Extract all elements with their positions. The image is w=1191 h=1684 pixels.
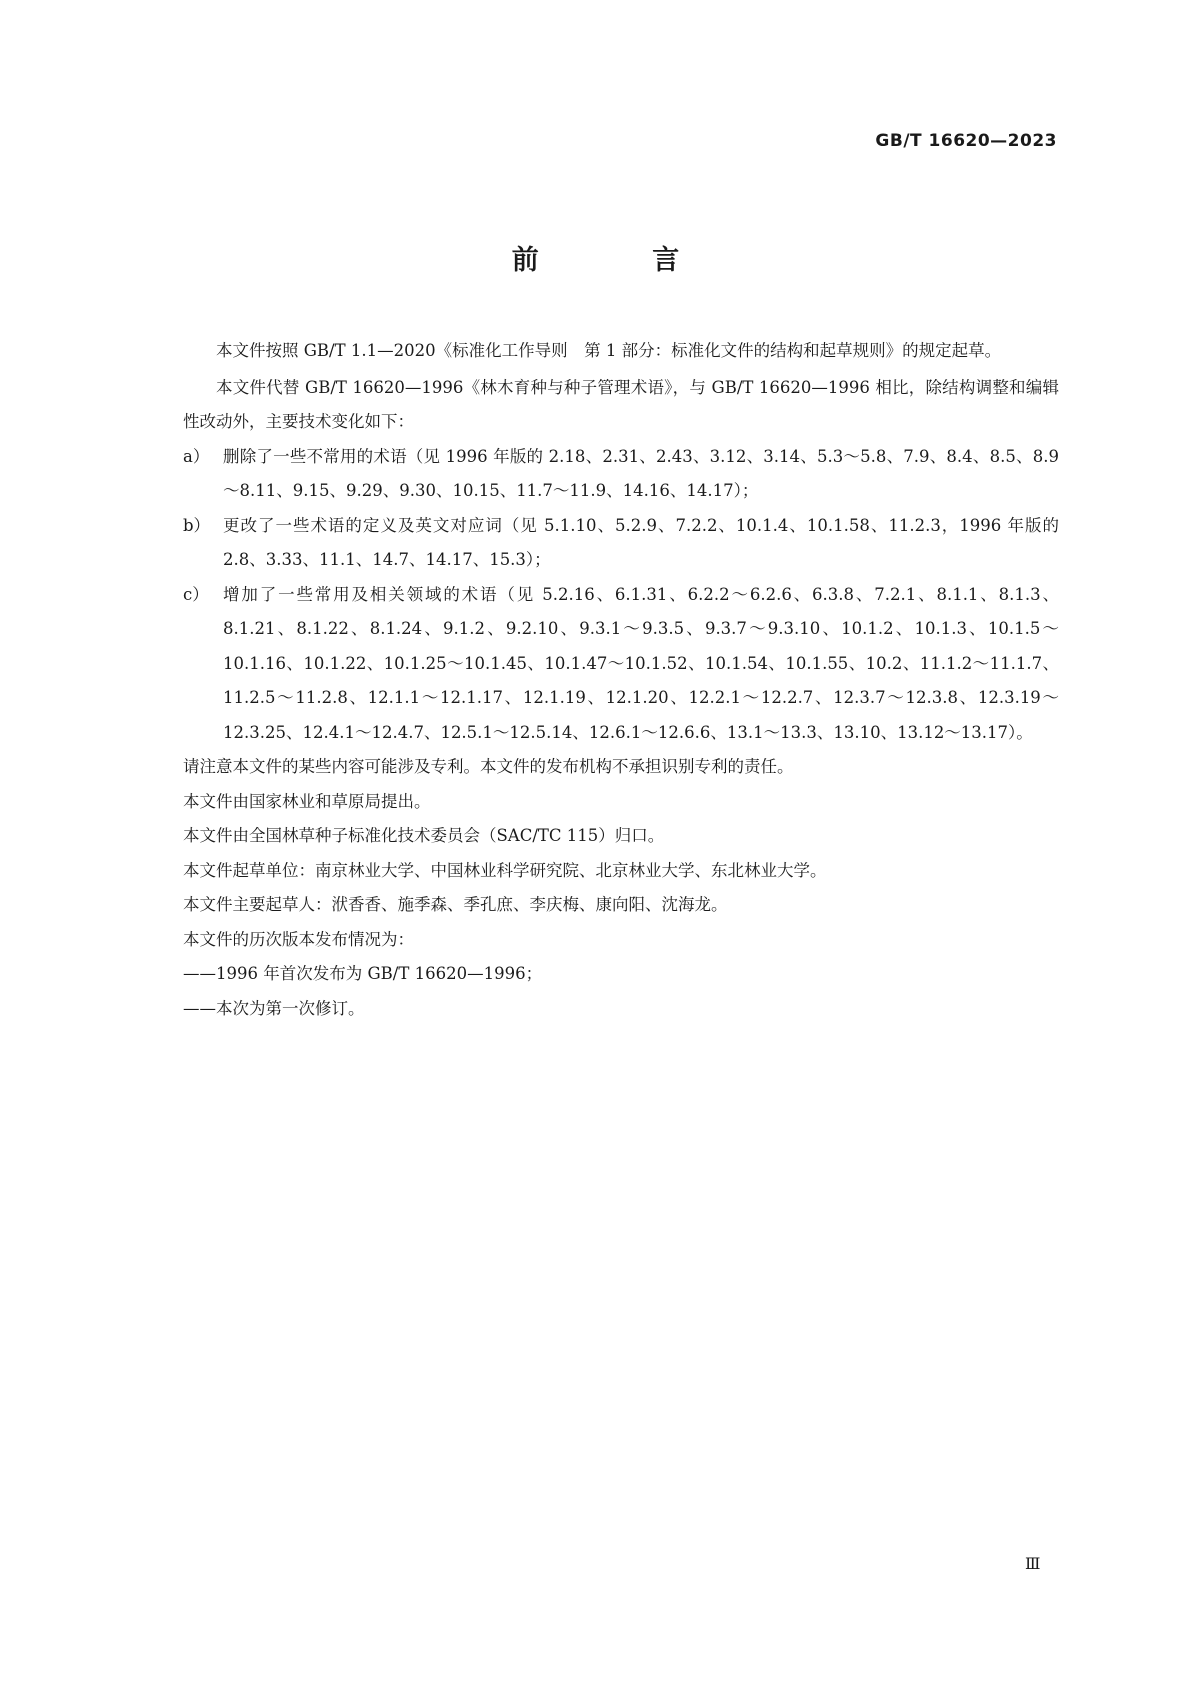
note-drafters: 本文件主要起草人：洑香香、施季森、季孔庶、李庆梅、康向阳、沈海龙。 [183, 895, 728, 914]
note-history-intro: 本文件的历次版本发布情况为： [183, 929, 414, 949]
list-item-text: 更改了一些术语的定义及英文对应词（见 5.1.10、5.2.9、7.2.2、10.1.4、10.1.58、11.2.3，1996 年版的 2.8、3.33、11.1、14.7、14.17、15.3）； [223, 515, 1059, 569]
list-item-label: b） [183, 515, 211, 535]
list-item-label: a） [183, 446, 210, 466]
list-item [183, 440, 1059, 509]
history-entry: ——本次为第一次修订。 [183, 998, 365, 1018]
note-patent: 请注意本文件的某些内容可能涉及专利。本文件的发布机构不承担识别专利的责任。 [183, 757, 794, 776]
list-item [183, 509, 1059, 578]
foreword-body [183, 334, 1059, 1026]
paragraph-drafting-rules: 本文件按照 GB/T 1.1—2020《标准化工作导则 第 1 部分：标准化文件的结构和起草规则》的规定起草。 [216, 341, 1002, 360]
list-item-text: 删除了一些不常用的术语（见 1996 年版的 2.18、2.31、2.43、3.12、3.14、5.3～5.8、7.9、8.4、8.5、8.9～8.11、9.15、9.29、9.30、10.15、11.7～11.9、14.16、14.17）； [223, 446, 1059, 500]
page-title: 前 言 [511, 245, 732, 276]
paragraph-replacement: 本文件代替 GB/T 16620—1996《林木育种与种子管理术语》，与 GB/T 16620—1996 相比，除结构调整和编辑性改动外，主要技术变化如下： [183, 377, 1059, 431]
list-item-label: c） [183, 584, 209, 604]
history-entry: ——1996 年首次发布为 GB/T 16620—1996； [183, 964, 543, 983]
note-drafting-units: 本文件起草单位：南京林业大学、中国林业科学研究院、北京林业大学、东北林业大学。 [183, 860, 827, 880]
note-proposer: 本文件由国家林业和草原局提出。 [183, 791, 431, 811]
standard-code: GB/T 16620—2023 [875, 131, 1057, 151]
list-item-text: 增加了一些常用及相关领域的术语（见 5.2.16、6.1.31、6.2.2～6.2.6、6.3.8、7.2.1、8.1.1、8.1.3、8.1.21、8.1.22、8.1.24、9.1.2、9.2.10、9.3.1～9.3.5、9.3.7～9.3.10、10.1.2、10.1.3、10.1.5～10.1.16、10.1.22、10.1.25～10.1.45、10.1.47～10.1.52、10.1.54、10.1.55、10.2、11.1.2～11.1.7、11.2.5～11.2.8、12.1.1～12.1.17、12.1.19、12.1.20、12.2.1～12.2.7、12.3.7～12.3.8、12.3.19～12.3.25、12.4.1～12.4.7、12.5.1～12.5.14、12.6.1～12.6.6、13.1～13.3、13.10、13.12～13.17）。 [223, 584, 1059, 742]
list-item [183, 578, 1059, 751]
note-committee: 本文件由全国林草种子标准化技术委员会（SAC/TC 115）归口。 [183, 826, 665, 845]
page-number: Ⅲ [1025, 1554, 1041, 1573]
